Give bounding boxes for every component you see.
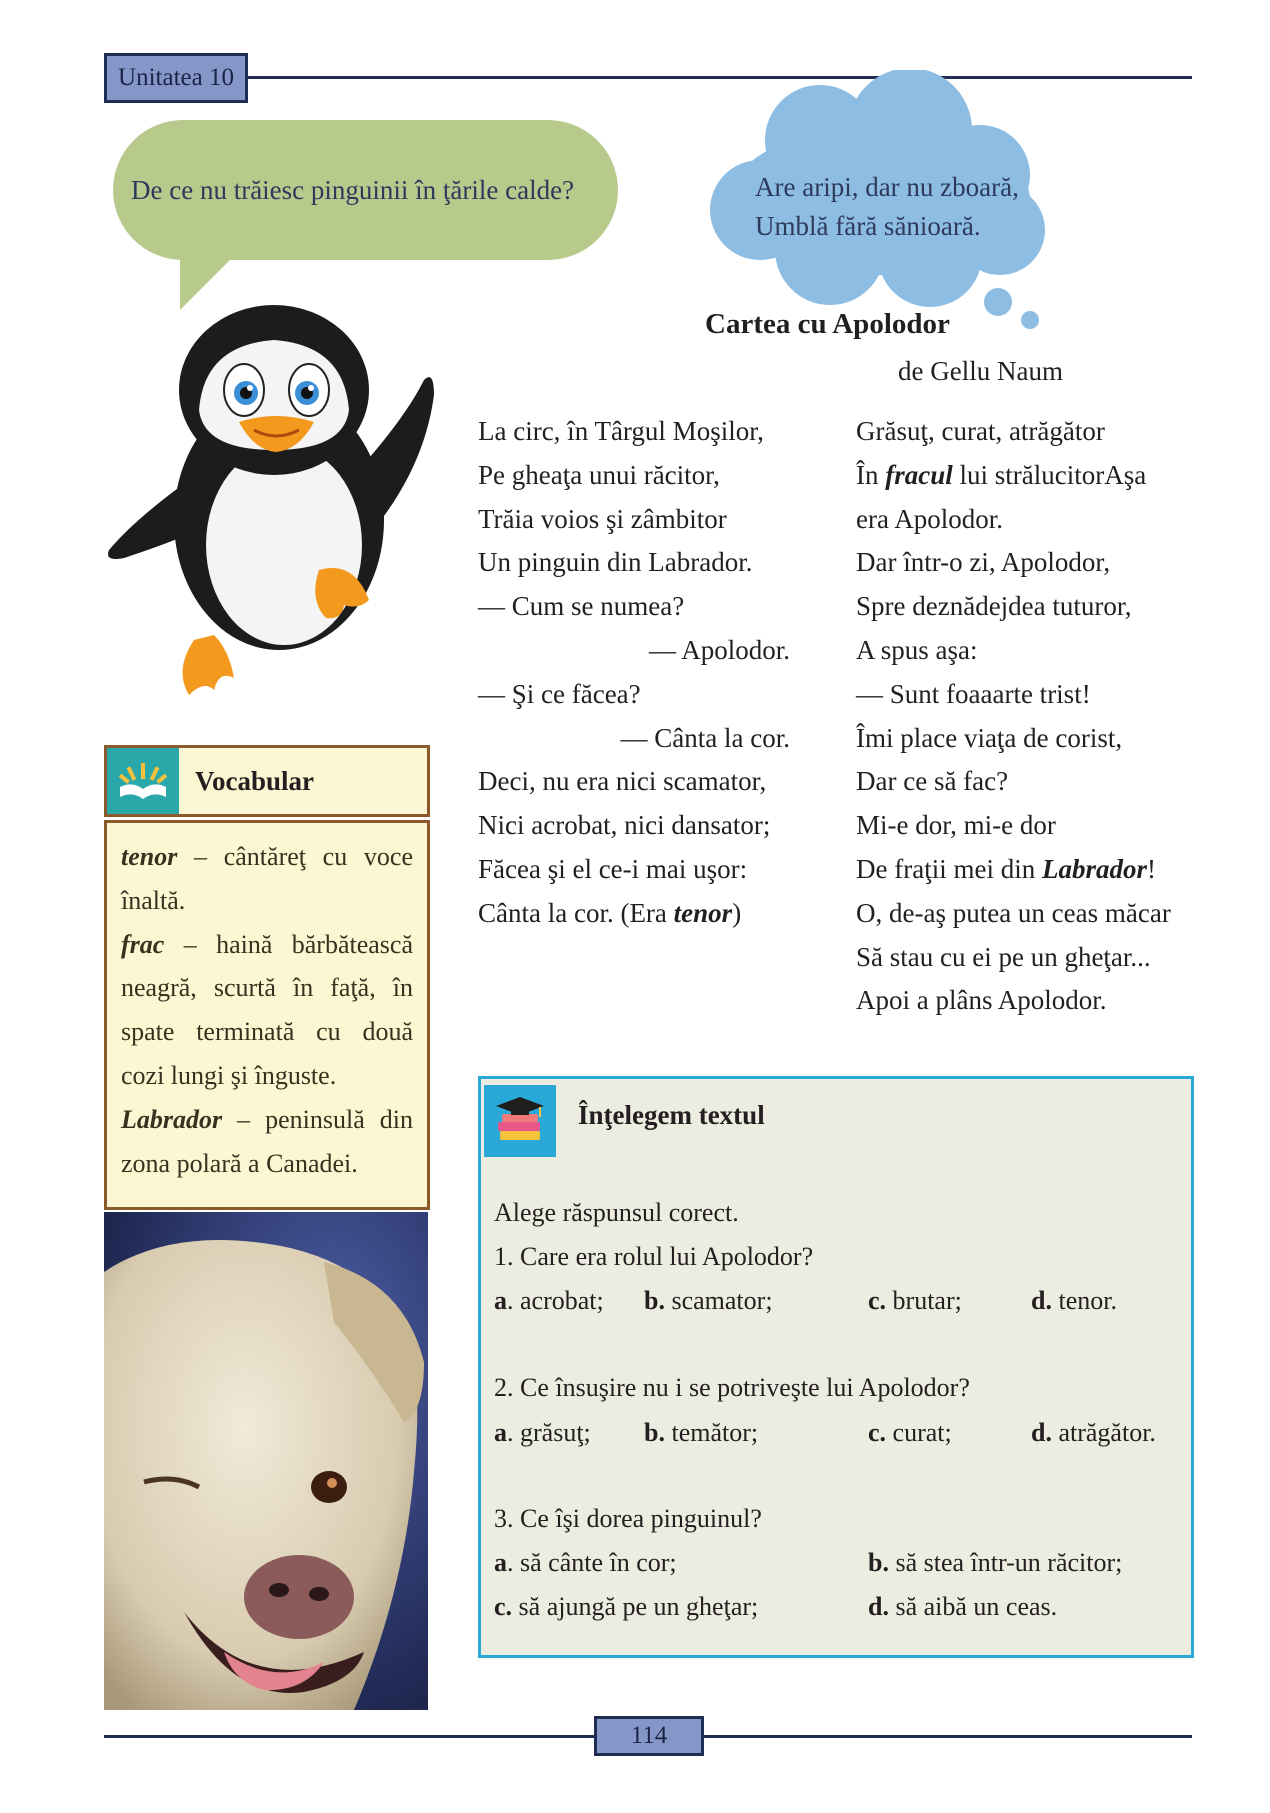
- option-text: brutar;: [886, 1286, 962, 1315]
- penguin-illustration: [104, 300, 434, 710]
- term: tenor: [121, 842, 178, 871]
- books-graduation-cap-icon: [484, 1085, 556, 1157]
- unit-label: Unitatea 10: [104, 53, 248, 103]
- poem-line: Apoi a plâns Apolodor.: [856, 985, 1107, 1016]
- page-number: 114: [594, 1716, 704, 1756]
- option-letter: c.: [868, 1418, 887, 1447]
- definition: – haină bărbătească neagră, scurtă în faţă, în spate terminată cu două cozi lungi şi înguste.: [121, 929, 413, 1090]
- q3-option-d: [868, 1592, 1057, 1622]
- speech-bubble: [113, 120, 618, 260]
- option-text: . grăsuţ;: [507, 1418, 591, 1447]
- term: Labrador: [121, 1104, 223, 1134]
- question-1: 1. Care era rolul lui Apolodor?: [494, 1242, 814, 1271]
- option-text: temător;: [664, 1418, 759, 1447]
- vocabulary-header: [104, 745, 430, 817]
- instruction-text: Alege răspunsul corect.: [494, 1198, 739, 1227]
- poem-line: — Apolodor.: [648, 634, 790, 665]
- option-text: tenor.: [1051, 1286, 1117, 1315]
- option-letter: b.: [868, 1548, 889, 1577]
- poem-line: — Cum se numea?: [478, 591, 685, 622]
- poem-column-1: [478, 410, 798, 936]
- poem-line: La circ, în Târgul Moşilor,: [478, 416, 764, 446]
- poem-keyword: fracul: [885, 459, 953, 490]
- poem-column-2: [856, 410, 1196, 1023]
- option-letter: a: [494, 1548, 507, 1577]
- definition-frac: [121, 923, 413, 1098]
- poem-line: Pe gheaţa unui răcitor,: [478, 459, 720, 490]
- poem-line: Spre deznădejdea tuturor,: [856, 591, 1132, 622]
- question-2: 2. Ce însuşire nu i se potriveşte lui Apolodor?: [494, 1373, 970, 1402]
- poem-author: de Gellu Naum: [898, 356, 1063, 386]
- q2-option-a: [494, 1418, 591, 1448]
- q3-option-b: [868, 1548, 1122, 1578]
- poem-text: ): [732, 897, 742, 928]
- option-text: curat;: [886, 1418, 952, 1447]
- q1-option-d: [1031, 1286, 1117, 1316]
- q1-option-b: [644, 1286, 773, 1316]
- poem-line: [478, 892, 798, 936]
- poem-line: [856, 454, 1196, 498]
- cloud-line-1: Are aripi, dar nu zboară,: [755, 172, 1019, 202]
- option-text: să ajungă pe un gheţar;: [512, 1592, 759, 1621]
- option-text: să stea într-un răcitor;: [888, 1548, 1123, 1577]
- option-letter: b.: [644, 1418, 665, 1447]
- poem-line: O, de-aş putea un ceas măcar: [856, 897, 1171, 928]
- definition: – peninsulă din zona polară a Canadei.: [121, 1104, 413, 1178]
- q2-option-d: [1031, 1418, 1156, 1448]
- q3-option-c: [494, 1592, 758, 1622]
- labrador-dog-photo: [104, 1212, 428, 1710]
- definition: – cântăreţ cu voce înaltă.: [121, 842, 413, 915]
- vocabulary-title: Vocabular: [195, 765, 315, 796]
- poem-line: A spus aşa:: [856, 634, 978, 665]
- option-letter: b.: [644, 1286, 665, 1315]
- poem-keyword: Labrador: [1041, 853, 1147, 884]
- option-letter: c.: [868, 1286, 887, 1315]
- option-text: să aibă un ceas.: [888, 1592, 1058, 1621]
- poem-line: — Şi ce făcea?: [478, 678, 641, 709]
- option-text: . să cânte în cor;: [507, 1548, 677, 1577]
- poem-line: — Cânta la cor.: [620, 722, 790, 753]
- poem-line: Grăsuţ, curat, atrăgător: [856, 416, 1105, 446]
- term: frac: [121, 929, 165, 959]
- poem-line: — Sunt foaaarte trist!: [856, 678, 1091, 709]
- poem-line: Dar ce să fac?: [856, 766, 1009, 797]
- option-letter: c.: [494, 1592, 513, 1621]
- q1-option-c: [868, 1286, 962, 1316]
- poem-line: era Apolodor.: [856, 503, 1003, 534]
- understanding-title: Înţelegem textul: [578, 1100, 765, 1130]
- poem-line: [856, 848, 1196, 892]
- option-letter: d.: [868, 1592, 889, 1621]
- poem-line: Nici acrobat, nici dansator;: [478, 810, 771, 841]
- poem-line: Deci, nu era nici scamator,: [478, 766, 767, 797]
- option-text: atrăgător.: [1051, 1418, 1156, 1447]
- poem-keyword: tenor: [673, 897, 733, 928]
- poem-line: Îmi place viaţa de corist,: [856, 722, 1123, 753]
- speech-bubble-text: De ce nu trăiesc pinguinii în ţările calde?: [131, 174, 575, 205]
- vocabulary-definitions: [104, 820, 430, 1210]
- option-text: scamator;: [664, 1286, 773, 1315]
- option-text: . acrobat;: [507, 1286, 604, 1315]
- poem-line: Un pinguin din Labrador.: [478, 547, 753, 578]
- thought-cloud-text: [755, 168, 1019, 246]
- option-letter: a: [494, 1286, 507, 1315]
- poem-line: Să stau cu ei pe un gheţar...: [856, 941, 1151, 972]
- option-letter: d.: [1031, 1286, 1052, 1315]
- poem-line: Dar într-o zi, Apolodor,: [856, 547, 1111, 578]
- poem-line: Făcea şi el ce-i mai uşor:: [478, 853, 748, 884]
- option-letter: d.: [1031, 1418, 1052, 1447]
- poem-text: Cânta la cor. (Era: [478, 897, 674, 928]
- poem-line: Trăia voios şi zâmbitor: [478, 503, 727, 534]
- poem-title: Cartea cu Apolodor: [705, 308, 950, 340]
- poem-text: În: [856, 459, 886, 490]
- poem-text: !: [1146, 853, 1156, 884]
- option-letter: a: [494, 1418, 507, 1447]
- q2-option-c: [868, 1418, 952, 1448]
- poem-text: lui strălucitorAşa: [952, 459, 1147, 490]
- definition-tenor: [121, 835, 413, 923]
- cloud-line-2: Umblă fără sănioară.: [755, 211, 981, 241]
- q3-option-a: [494, 1548, 677, 1578]
- question-3: 3. Ce îşi dorea pinguinul?: [494, 1504, 762, 1533]
- poem-text: De fraţii mei din: [856, 853, 1042, 884]
- definition-labrador: [121, 1098, 413, 1186]
- q2-option-b: [644, 1418, 758, 1448]
- book-icon: [107, 748, 179, 814]
- poem-line: Mi-e dor, mi-e dor: [856, 810, 1056, 841]
- q1-option-a: [494, 1286, 604, 1316]
